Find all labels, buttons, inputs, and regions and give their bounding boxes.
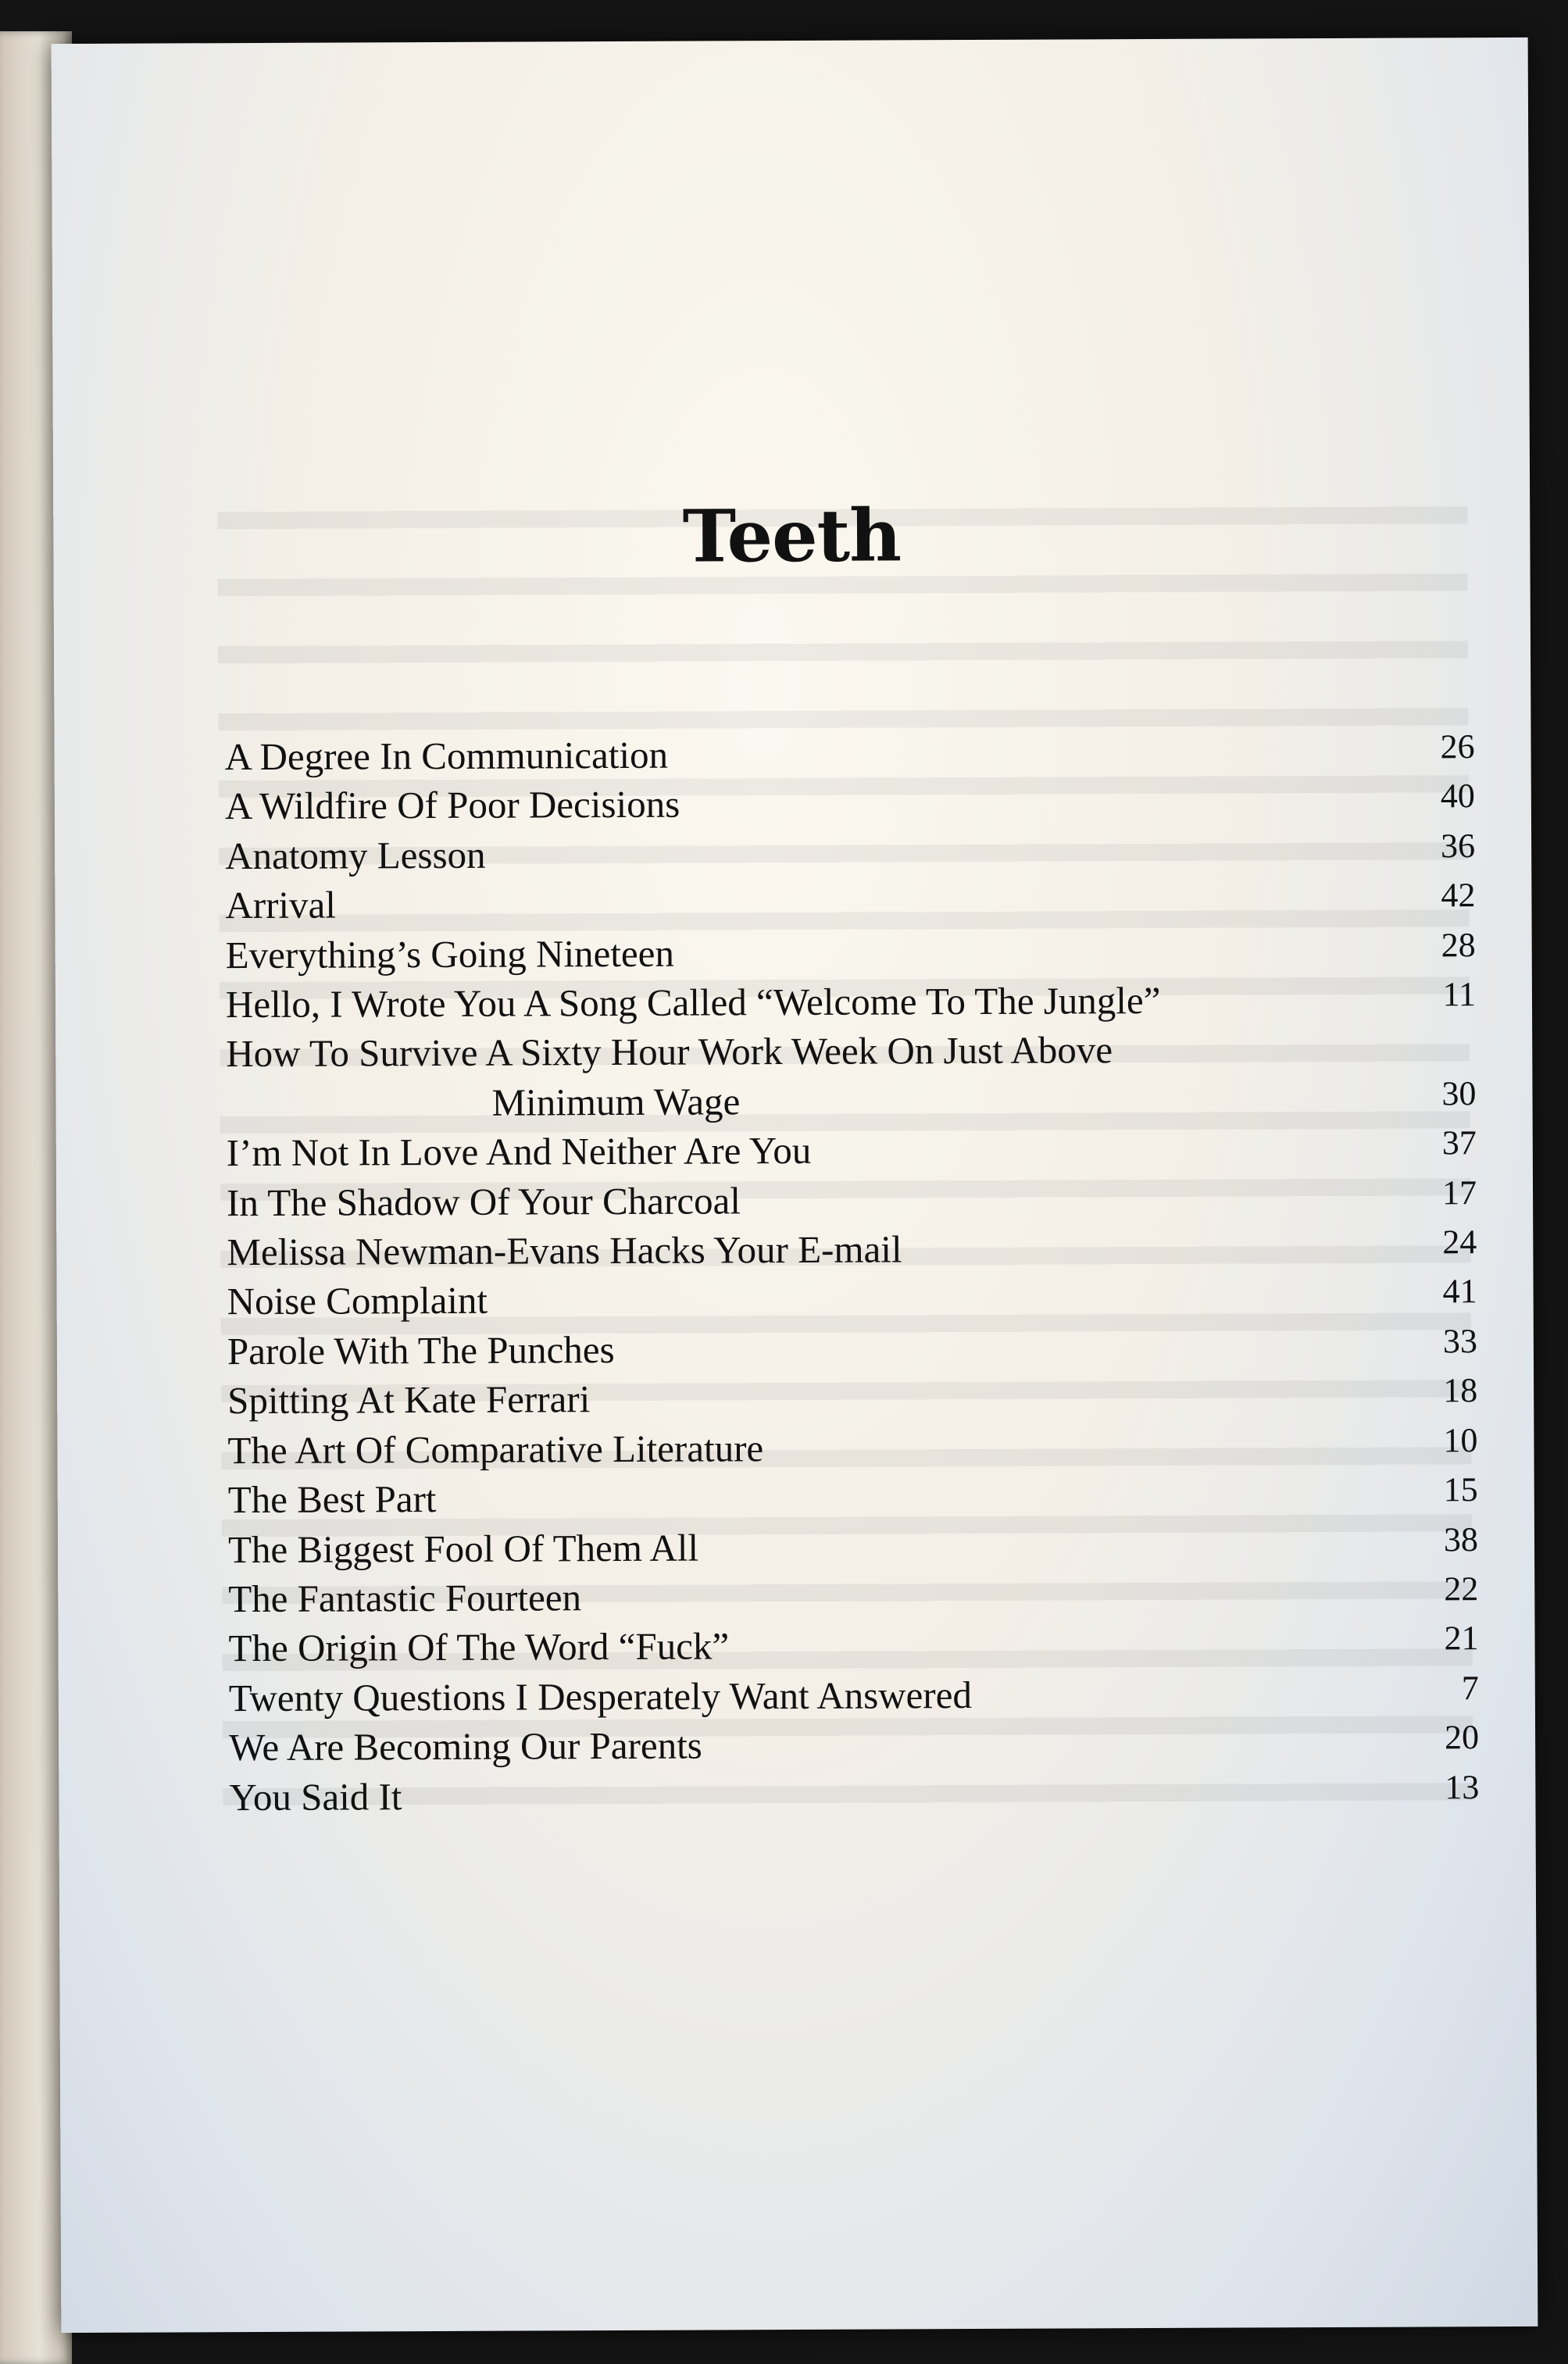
toc-entry xyxy=(225,826,1475,880)
toc-entry-title: Anatomy Lesson xyxy=(225,833,486,877)
toc-entry-title: Noise Complaint xyxy=(227,1279,488,1323)
toc-entry-page: 21 xyxy=(1444,1619,1479,1658)
toc-entry-page: 33 xyxy=(1442,1322,1477,1361)
toc-entry-title: We Are Becoming Our Parents xyxy=(229,1723,702,1769)
toc-entry xyxy=(227,1272,1477,1327)
toc-entry-title: The Origin Of The Word “Fuck” xyxy=(228,1624,730,1670)
toc-entry-page: 20 xyxy=(1444,1718,1480,1757)
table-of-contents xyxy=(224,727,1479,1822)
toc-entry-title: The Art Of Comparative Literature xyxy=(227,1426,764,1472)
toc-entry-page: 40 xyxy=(1440,777,1475,816)
toc-entry-title: The Biggest Fool Of Them All xyxy=(227,1526,699,1571)
toc-entry-title: Parole With The Punches xyxy=(227,1327,615,1373)
toc-entry-title: A Wildfire Of Poor Decisions xyxy=(224,783,680,828)
toc-entry-page: 28 xyxy=(1441,925,1476,965)
toc-entry xyxy=(224,727,1474,781)
toc-entry xyxy=(227,1123,1477,1177)
toc-entry xyxy=(227,1173,1477,1227)
toc-entry xyxy=(226,1024,1477,1129)
toc-entry-title: Melissa Newman-Evans Hacks Your E-mail xyxy=(227,1227,902,1274)
toc-entry-page: 36 xyxy=(1441,827,1476,866)
toc-entry xyxy=(228,1469,1478,1524)
toc-entry-page: 17 xyxy=(1441,1173,1477,1212)
book-page xyxy=(52,37,1538,2333)
toc-entry-title: Hello, I Wrote You A Song Called “Welcome To The Jungle” xyxy=(225,978,1161,1027)
toc-entry xyxy=(228,1569,1478,1623)
toc-entry xyxy=(225,875,1475,930)
toc-entry-page: 11 xyxy=(1442,975,1477,1014)
toc-entry-page: 41 xyxy=(1442,1272,1477,1311)
toc-entry-page: 10 xyxy=(1443,1420,1478,1460)
toc-entry-title xyxy=(226,1024,1383,1128)
toc-entry-title: In The Shadow Of Your Charcoal xyxy=(226,1178,741,1224)
toc-entry-page: 37 xyxy=(1441,1123,1477,1162)
toc-entry-title-line1: How To Survive A Sixty Hour Work Week On Just Above xyxy=(226,1028,1113,1076)
toc-entry-title: Arrival xyxy=(225,883,337,927)
toc-entry xyxy=(229,1767,1479,1822)
toc-entry-title: Everything’s Going Nineteen xyxy=(225,931,675,977)
toc-entry-page: 15 xyxy=(1443,1470,1478,1509)
toc-entry-title: The Best Part xyxy=(227,1477,437,1522)
toc-entry xyxy=(227,1420,1477,1475)
toc-entry-page: 7 xyxy=(1461,1668,1479,1707)
toc-entry-page: 24 xyxy=(1442,1223,1477,1262)
toc-entry xyxy=(227,1370,1477,1425)
toc-entry-title: I’m Not In Love And Neither Are You xyxy=(226,1129,812,1175)
toc-entry xyxy=(226,974,1476,1029)
toc-entry-title-line2: Minimum Wage xyxy=(491,1080,741,1124)
toc-entry-title: Spitting At Kate Ferrari xyxy=(227,1377,591,1423)
toc-entry xyxy=(228,1618,1478,1673)
toc-entry-page: 38 xyxy=(1443,1519,1479,1559)
toc-entry xyxy=(226,925,1476,980)
page-title: Teeth xyxy=(682,493,902,579)
toc-entry xyxy=(225,777,1475,831)
toc-entry xyxy=(229,1717,1479,1772)
toc-entry-title: The Fantastic Fourteen xyxy=(228,1576,582,1621)
toc-entry-title: You Said It xyxy=(229,1774,402,1819)
toc-entry-page: 22 xyxy=(1444,1569,1479,1609)
toc-entry xyxy=(229,1668,1479,1723)
toc-entry-page: 42 xyxy=(1441,876,1476,915)
toc-entry-page: 30 xyxy=(1441,1074,1477,1113)
toc-entry-page: 13 xyxy=(1445,1767,1480,1806)
toc-entry-title: A Degree In Communication xyxy=(224,733,669,779)
toc-entry xyxy=(228,1519,1478,1574)
toc-entry xyxy=(227,1321,1477,1376)
toc-entry xyxy=(227,1222,1477,1277)
toc-entry-page: 26 xyxy=(1440,727,1475,766)
toc-entry-page: 18 xyxy=(1443,1371,1478,1410)
toc-entry-title: Twenty Questions I Desperately Want Answered xyxy=(228,1673,973,1719)
